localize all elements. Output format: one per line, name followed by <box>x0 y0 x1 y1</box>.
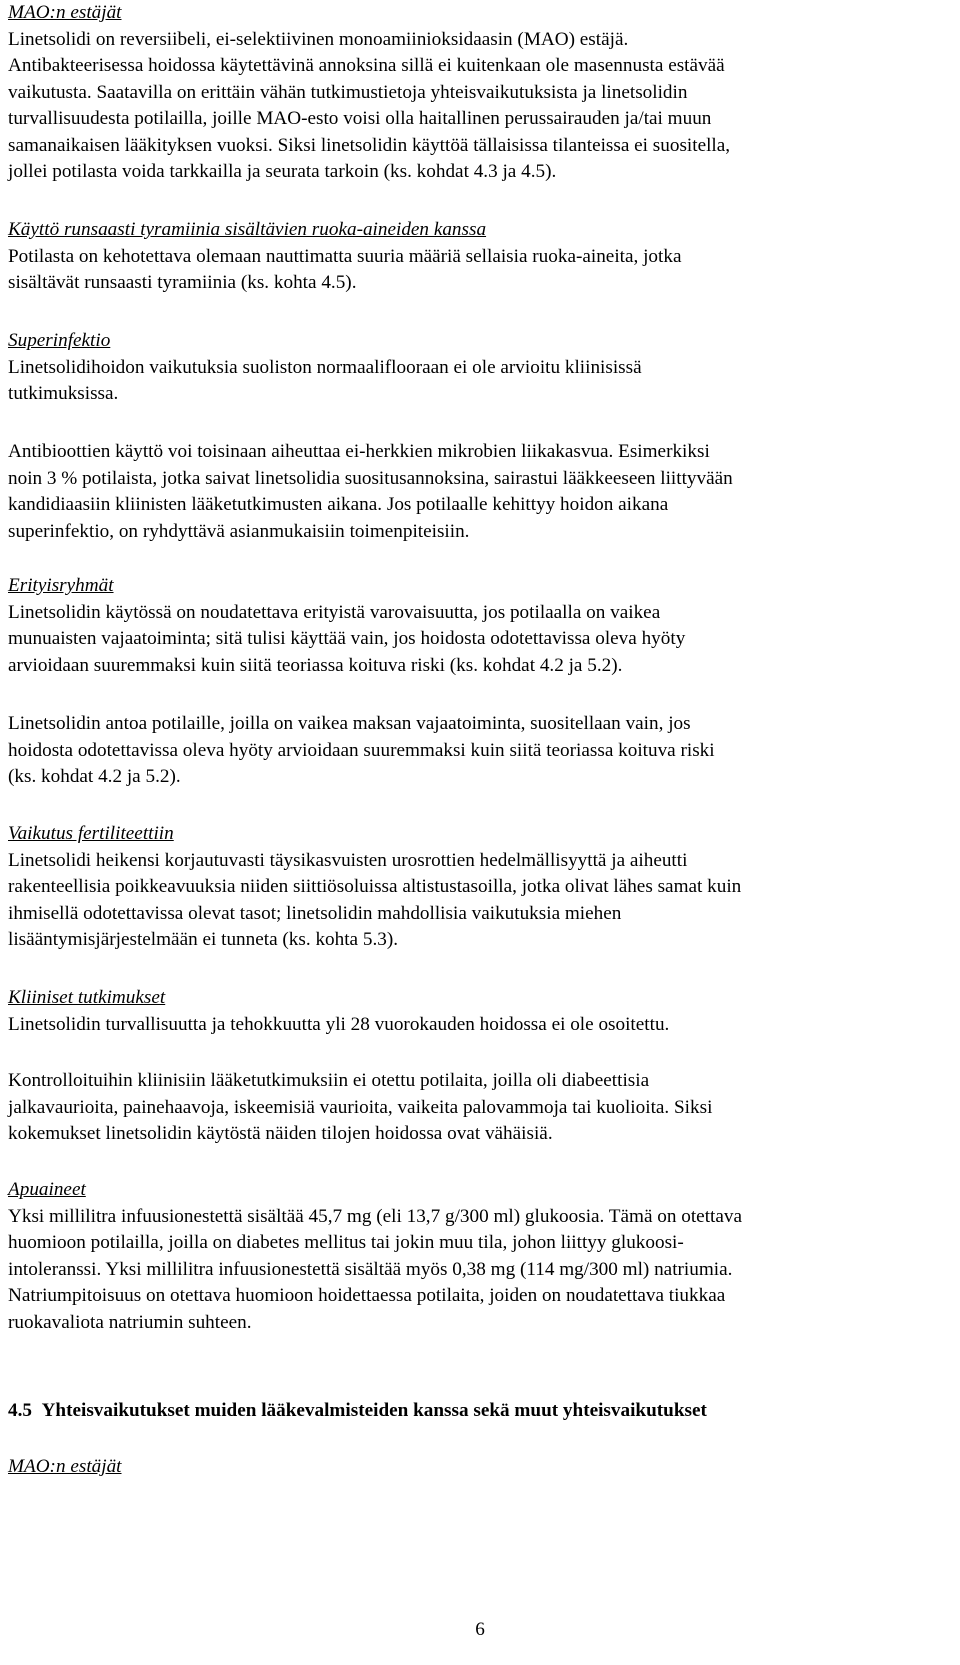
heading-tyramine: Käyttö runsaasti tyramiinia sisältävien ruoka-aineiden kanssa <box>8 219 487 240</box>
paragraph-line: Yksi millilitra infuusionestettä sisältää 45,7 mg (eli 13,7 g/300 ml) glukoosia. Tämä on otettava <box>8 1205 742 1227</box>
paragraph-line: Linetsolidi on reversiibeli, ei-selektiivinen monoamiinioksidaasin (MAO) estäjä. <box>8 28 629 50</box>
paragraph-line: jalkavaurioita, painehaavoja, iskeemisiä vaurioita, vaikeita palovammoja tai kuolioita. Siksi <box>8 1096 713 1118</box>
paragraph-line: kandidiaasiin kliinisten lääketutkimusten aikana. Jos potilaalle kehittyy hoidon aikana <box>8 494 669 515</box>
paragraph-line: kokemukset linetsolidin käytöstä näiden tilojen hoidossa ovat vähäisiä. <box>8 1123 553 1144</box>
paragraph-line: Linetsolidihoidon vaikutuksia suoliston normaaliflooraan ei ole arvioitu kliinisissä <box>8 356 642 378</box>
paragraph-controlled-trials <box>8 1068 712 1148</box>
paragraph-line: Potilasta on kehotettava olemaan nauttimatta suuria määriä sellaisia ruoka-aineita, jotka <box>8 245 682 267</box>
paragraph-line: munuaisten vajaatoiminta; sitä tulisi käyttää vain, jos hoidosta odotettavissa oleva hyöty <box>8 628 686 649</box>
section-mao-inhibitors <box>8 0 730 186</box>
paragraph-line: rakenteellisia poikkeavuuksia niiden siittiösoluissa altistustasoilla, jotka olivat lähes samat kuin <box>8 876 742 897</box>
heading-fertility: Vaikutus fertiliteettiin <box>8 823 174 844</box>
section-fertility <box>8 821 741 954</box>
heading-mao-inhibitors: MAO:n estäjät <box>8 2 122 23</box>
paragraph-hepatic-impairment <box>8 711 715 791</box>
heading-mao-inhibitors-2: MAO:n estäjät <box>8 1456 122 1477</box>
section-title-4-5 <box>8 1398 707 1425</box>
page-number: 6 <box>475 1619 485 1640</box>
section-excipients <box>8 1177 742 1336</box>
paragraph-antibiotics <box>8 439 733 545</box>
paragraph-line: Linetsolidi heikensi korjautuvasti täysikasvuisten urosrottien hedelmällisyyttä ja aiheutti <box>8 849 688 871</box>
paragraph-line: hoidosta odotettavissa oleva hyöty arvioidaan suuremmaksi kuin siitä teoriassa koituva riski <box>8 739 715 761</box>
paragraph-line: sisältävät runsaasti tyramiinia (ks. kohta 4.5). <box>8 272 357 293</box>
paragraph-line: Linetsolidin käytössä on noudatettava erityistä varovaisuutta, jos potilaalla on vaikea <box>8 601 661 623</box>
paragraph-line: jollei potilasta voida tarkkailla ja seurata tarkoin (ks. kohdat 4.3 ja 4.5). <box>8 161 557 182</box>
heading-clinical-trials: Kliiniset tutkimukset <box>8 987 166 1008</box>
paragraph-line: (ks. kohdat 4.2 ja 5.2). <box>8 766 181 787</box>
section-special-populations <box>8 573 685 679</box>
paragraph-line: arvioidaan suuremmaksi kuin siitä teoriassa koituva riski (ks. kohdat 4.2 ja 5.2). <box>8 654 623 676</box>
section-number: 4.5 <box>8 1400 32 1421</box>
heading-excipients: Apuaineet <box>8 1179 86 1200</box>
heading-special-populations: Erityisryhmät <box>8 575 114 596</box>
paragraph-line: Antibioottien käyttö voi toisinaan aiheuttaa ei-herkkien mikrobien liikakasvua. Esimerkiksi <box>8 441 710 462</box>
section-clinical-trials <box>8 985 669 1038</box>
paragraph-line: huomioon potilailla, joilla on diabetes mellitus tai jokin muu tila, johon liittyy glukoosi- <box>8 1232 684 1253</box>
paragraph-line: ruokavaliota natriumin suhteen. <box>8 1311 252 1333</box>
paragraph-line: lisääntymisjärjestelmään ei tunneta (ks. kohta 5.3). <box>8 929 399 950</box>
paragraph-line: tutkimuksissa. <box>8 383 119 404</box>
section-superinfection <box>8 328 642 408</box>
paragraph-line: Linetsolidin antoa potilaille, joilla on vaikea maksan vajaatoiminta, suositellaan vain, jos <box>8 713 691 734</box>
paragraph-line: ihmisellä odotettavissa olevat tasot; linetsolidin mahdollisia vaikutuksia miehen <box>8 902 622 924</box>
paragraph-line: noin 3 % potilaista, jotka saivat linetsolidia suositusannoksina, sairastui lääkkeeseen liittyvään <box>8 467 733 489</box>
paragraph-line: vaikutusta. Saatavilla on erittäin vähän tutkimustietoja yhteisvaikutuksista ja linetsolidin <box>8 81 688 103</box>
paragraph-line: Antibakteerisessa hoidossa käytettävinä annoksina sillä ei kuitenkaan ole masennusta estävää <box>8 55 725 76</box>
paragraph-line: samanaikaisen lääkityksen vuoksi. Siksi linetsolidin käyttöä tällaisissa tilanteissa ei suositella, <box>8 134 731 156</box>
paragraph-line: superinfektio, on ryhdyttävä asianmukaisiin toimenpiteisiin. <box>8 520 470 542</box>
section-title-text: Yhteisvaikutukset muiden lääkevalmisteiden kanssa sekä muut yhteisvaikutukset <box>41 1400 707 1421</box>
paragraph-line: Linetsolidin turvallisuutta ja tehokkuutta yli 28 vuorokauden hoidossa ei ole osoitettu. <box>8 1013 670 1035</box>
paragraph-line: intoleranssi. Yksi millilitra infuusionestettä sisältää myös 0,38 mg (114 mg/300 ml) natriumia. <box>8 1258 733 1280</box>
section-tyramine <box>8 217 681 297</box>
heading-superinfection: Superinfektio <box>8 330 111 351</box>
paragraph-line: turvallisuudesta potilailla, joille MAO-esto voisi olla haitallinen perussairauden ja/tai muun <box>8 108 712 129</box>
paragraph-line: Kontrolloituihin kliinisiin lääketutkimuksiin ei otettu potilaita, joilla oli diabeettisia <box>8 1070 650 1091</box>
paragraph-line: Natriumpitoisuus on otettava huomioon hoidettaessa potilaita, joiden on noudatettava tiukkaa <box>8 1285 726 1306</box>
